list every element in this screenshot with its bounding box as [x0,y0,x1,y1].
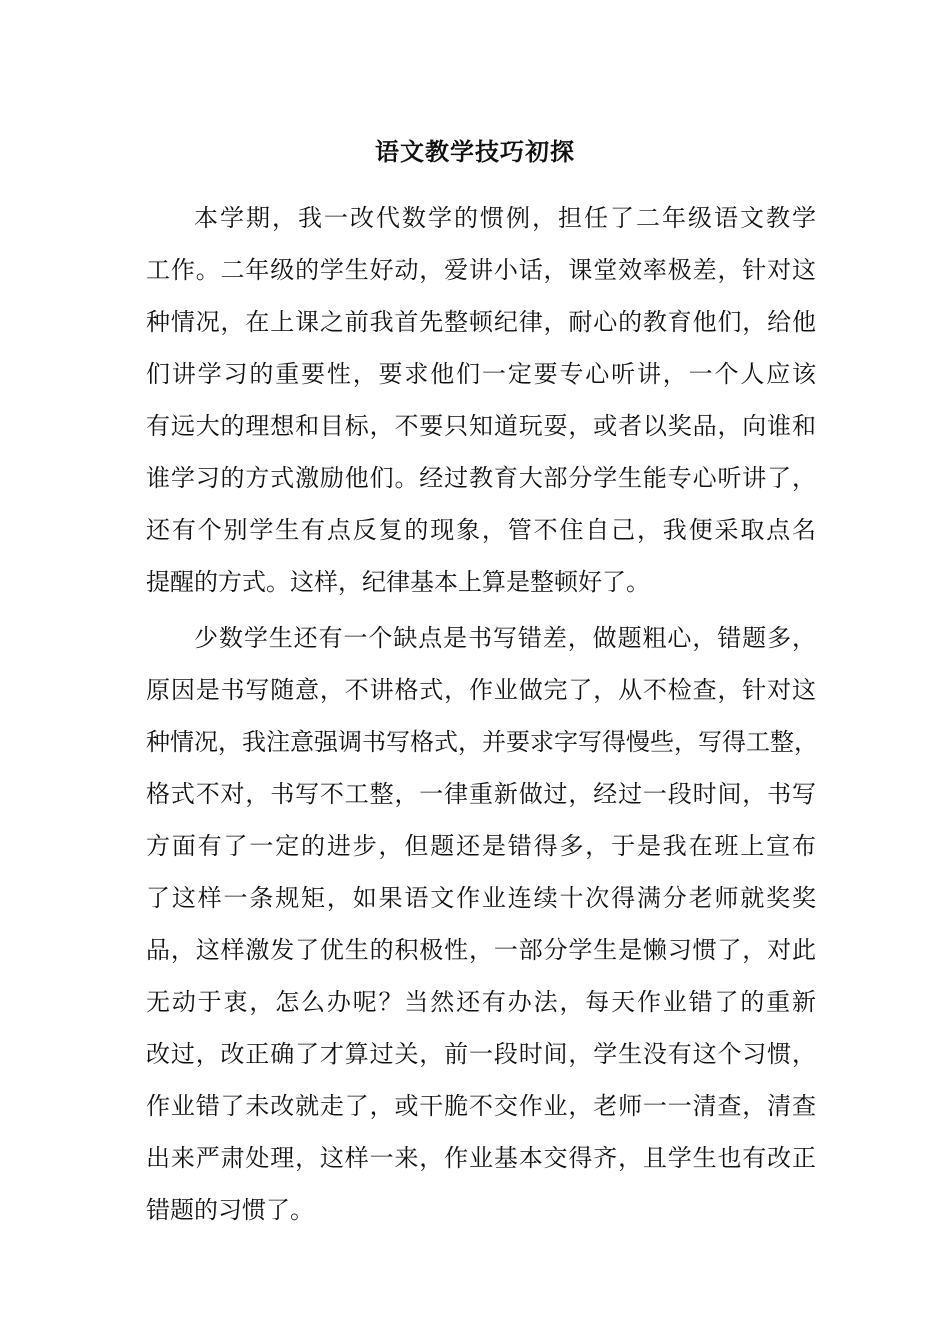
paragraph-line: 少数学生还有一个缺点是书写错差，做题粗心，错题多， [194,624,816,652]
paragraph-line: 品，这样激发了优生的积极性，一部分学生是懒习惯了，对此 [146,936,816,964]
paragraph-line: 种情况，在上课之前我首先整顿纪律，耐心的教育他们，给他 [146,308,816,336]
paragraph-line: 错题的习惯了。 [146,1196,314,1224]
paragraph-line: 本学期，我一改代数学的惯例，担任了二年级语文教学 [194,204,816,232]
paragraph-line: 谁学习的方式激励他们。经过教育大部分学生能专心听讲了， [146,464,816,492]
paragraph-line: 有远大的理想和目标，不要只知道玩耍，或者以奖品，向谁和 [146,412,816,440]
paragraph-line: 了这样一条规矩，如果语文作业连续十次得满分老师就奖奖 [146,884,816,912]
paragraph-line: 无动于衷，怎么办呢？当然还有办法，每天作业错了的重新 [146,988,816,1016]
paragraph-line: 格式不对，书写不工整，一律重新做过，经过一段时间，书写 [146,780,816,808]
paragraph-line: 出来严肃处理，这样一来，作业基本交得齐，且学生也有改正 [146,1144,816,1172]
paragraph-line: 方面有了一定的进步，但题还是错得多，于是我在班上宣布 [146,832,816,860]
document-title: 语文教学技巧初探 [375,137,575,166]
paragraph-line: 改过，改正确了才算过关，前一段时间，学生没有这个习惯， [146,1040,816,1068]
paragraph-line: 提醒的方式。这样，纪律基本上算是整顿好了。 [146,568,650,596]
paragraph-line: 工作。二年级的学生好动，爱讲小话，课堂效率极差，针对这 [146,256,816,284]
paragraph-1 [146,192,816,608]
paragraph-2 [146,612,816,1236]
paragraph-line: 原因是书写随意，不讲格式，作业做完了，从不检查，针对这 [146,676,816,704]
paragraph-line: 们讲学习的重要性，要求他们一定要专心听讲，一个人应该 [146,360,816,388]
paragraph-line: 还有个别学生有点反复的现象，管不住自己，我便采取点名 [146,516,816,544]
paragraph-line: 种情况，我注意强调书写格式，并要求字写得慢些，写得工整， [146,728,818,756]
paragraph-line: 作业错了未改就走了，或干脆不交作业，老师一一清查，清查 [146,1092,816,1120]
